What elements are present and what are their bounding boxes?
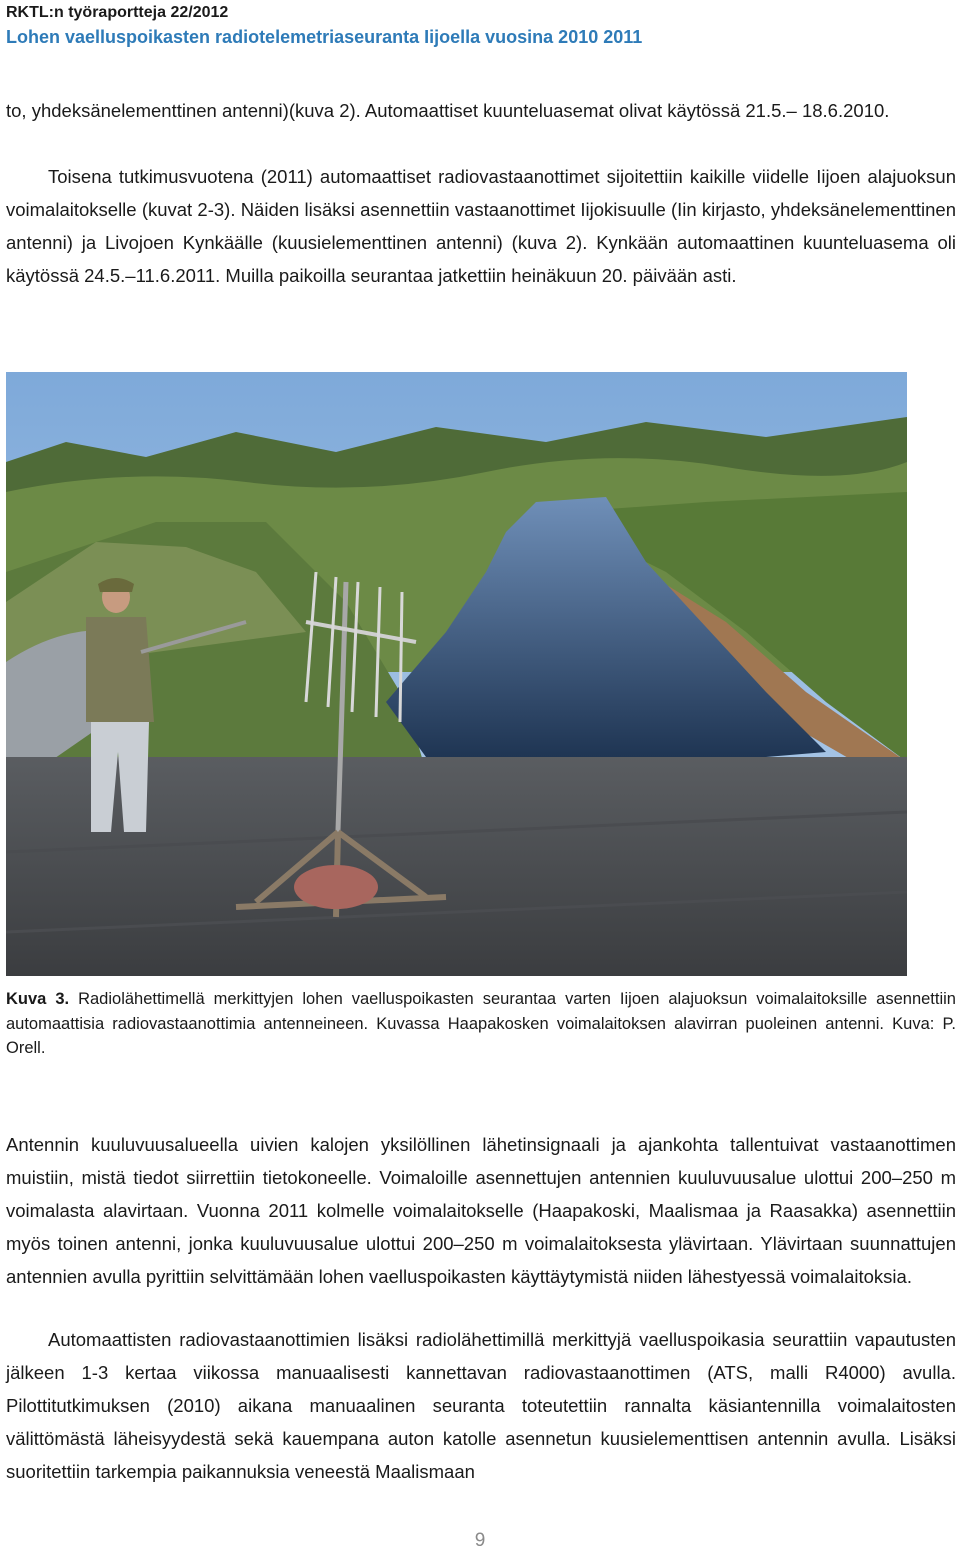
report-title: Lohen vaelluspoikasten radiotelemetriaseuranta Iijoella vuosina 2010 2011 bbox=[6, 27, 643, 47]
body-paragraph-1: Antennin kuuluvuusalueella uivien kalojen yksilöllinen lähetinsignaali ja ajankohta tallentuivat vastaanottimen muistiin, mistä tiedot siirrettiin tietokoneelle. Voimaloille asennettujen antennien kuuluvuusalue ulottui 200–250 m voimalasta alavirtaan. Vuonna 2011 kolmelle voimalaitokselle (Haapakoski, Maalismaa ja Raasakka) asennettiin myös toinen antenni, jonka kuuluvuusalue ulottui 200–250 m voimalaitoksesta ylävirtaan. Ylävirtaan suunnattujen antennien avulla pyrittiin selvittämään lohen vaelluspoikasten käyttäytymistä niiden lähestyessä voimalaitoksia. bbox=[6, 1134, 956, 1287]
intro-continuation: to, yhdeksänelementtinen antenni)(kuva 2). Automaattiset kuunteluasemat olivat käytössä 21.5.– 18.6.2010. bbox=[6, 100, 890, 121]
figure-caption bbox=[6, 987, 956, 1061]
intro-paragraph: Toisena tutkimusvuotena (2011) automaattiset radiovastaanottimet sijoitettiin kaikille viidelle Iijoen alajuoksun voimalaitokselle (kuvat 2-3). Näiden lisäksi asennettiin vastaanottimet Iijokisuulle (Iin kirjasto, yhdeksänelementtinen antenni) ja Livojoen Kynkäälle (kuusielementtinen antenni) (kuva 2). Kynkään automaattinen kuunteluasema oli käytössä 24.5.–11.6.2011. Muilla paikoilla seurantaa jatkettiin heinäkuun 20. päivään asti. bbox=[6, 166, 956, 286]
figure-caption-text: Radiolähettimellä merkittyjen lohen vaelluspoikasten seurantaa varten Iijoen alajuoksun voimalaitoksille asennettiin automaattisia radiovastaanottimia antenneineen. Kuvassa Haapakosken voimalaitoksen alavirran puoleinen antenni. Kuva: P. Orell. bbox=[6, 990, 956, 1057]
page-header bbox=[6, 0, 642, 48]
report-series: RKTL:n työraportteja 22/2012 bbox=[6, 4, 229, 21]
page-number: 9 bbox=[474, 1530, 486, 1551]
figure-label: Kuva 3. bbox=[6, 990, 70, 1008]
figure-photo bbox=[6, 372, 907, 976]
body-paragraph-2: Automaattisten radiovastaanottimien lisäksi radiolähettimillä merkittyjä vaelluspoikasia seurattiin vapautusten jälkeen 1-3 kertaa viikossa manuaalisesti kannettavan radiovastaanottimen (ATS, malli R4000) avulla. Pilottitutkimuksen (2010) aikana manuaalinen seuranta toteutettiin rannalta käsiantennilla voimalaitosten välittömästä läheisyydestä sekä kauempana auton katolle asennetun kuusielementtisen antennin avulla. Lisäksi suoritettiin tarkempia paikannuksia veneestä Maalismaan bbox=[6, 1329, 956, 1482]
